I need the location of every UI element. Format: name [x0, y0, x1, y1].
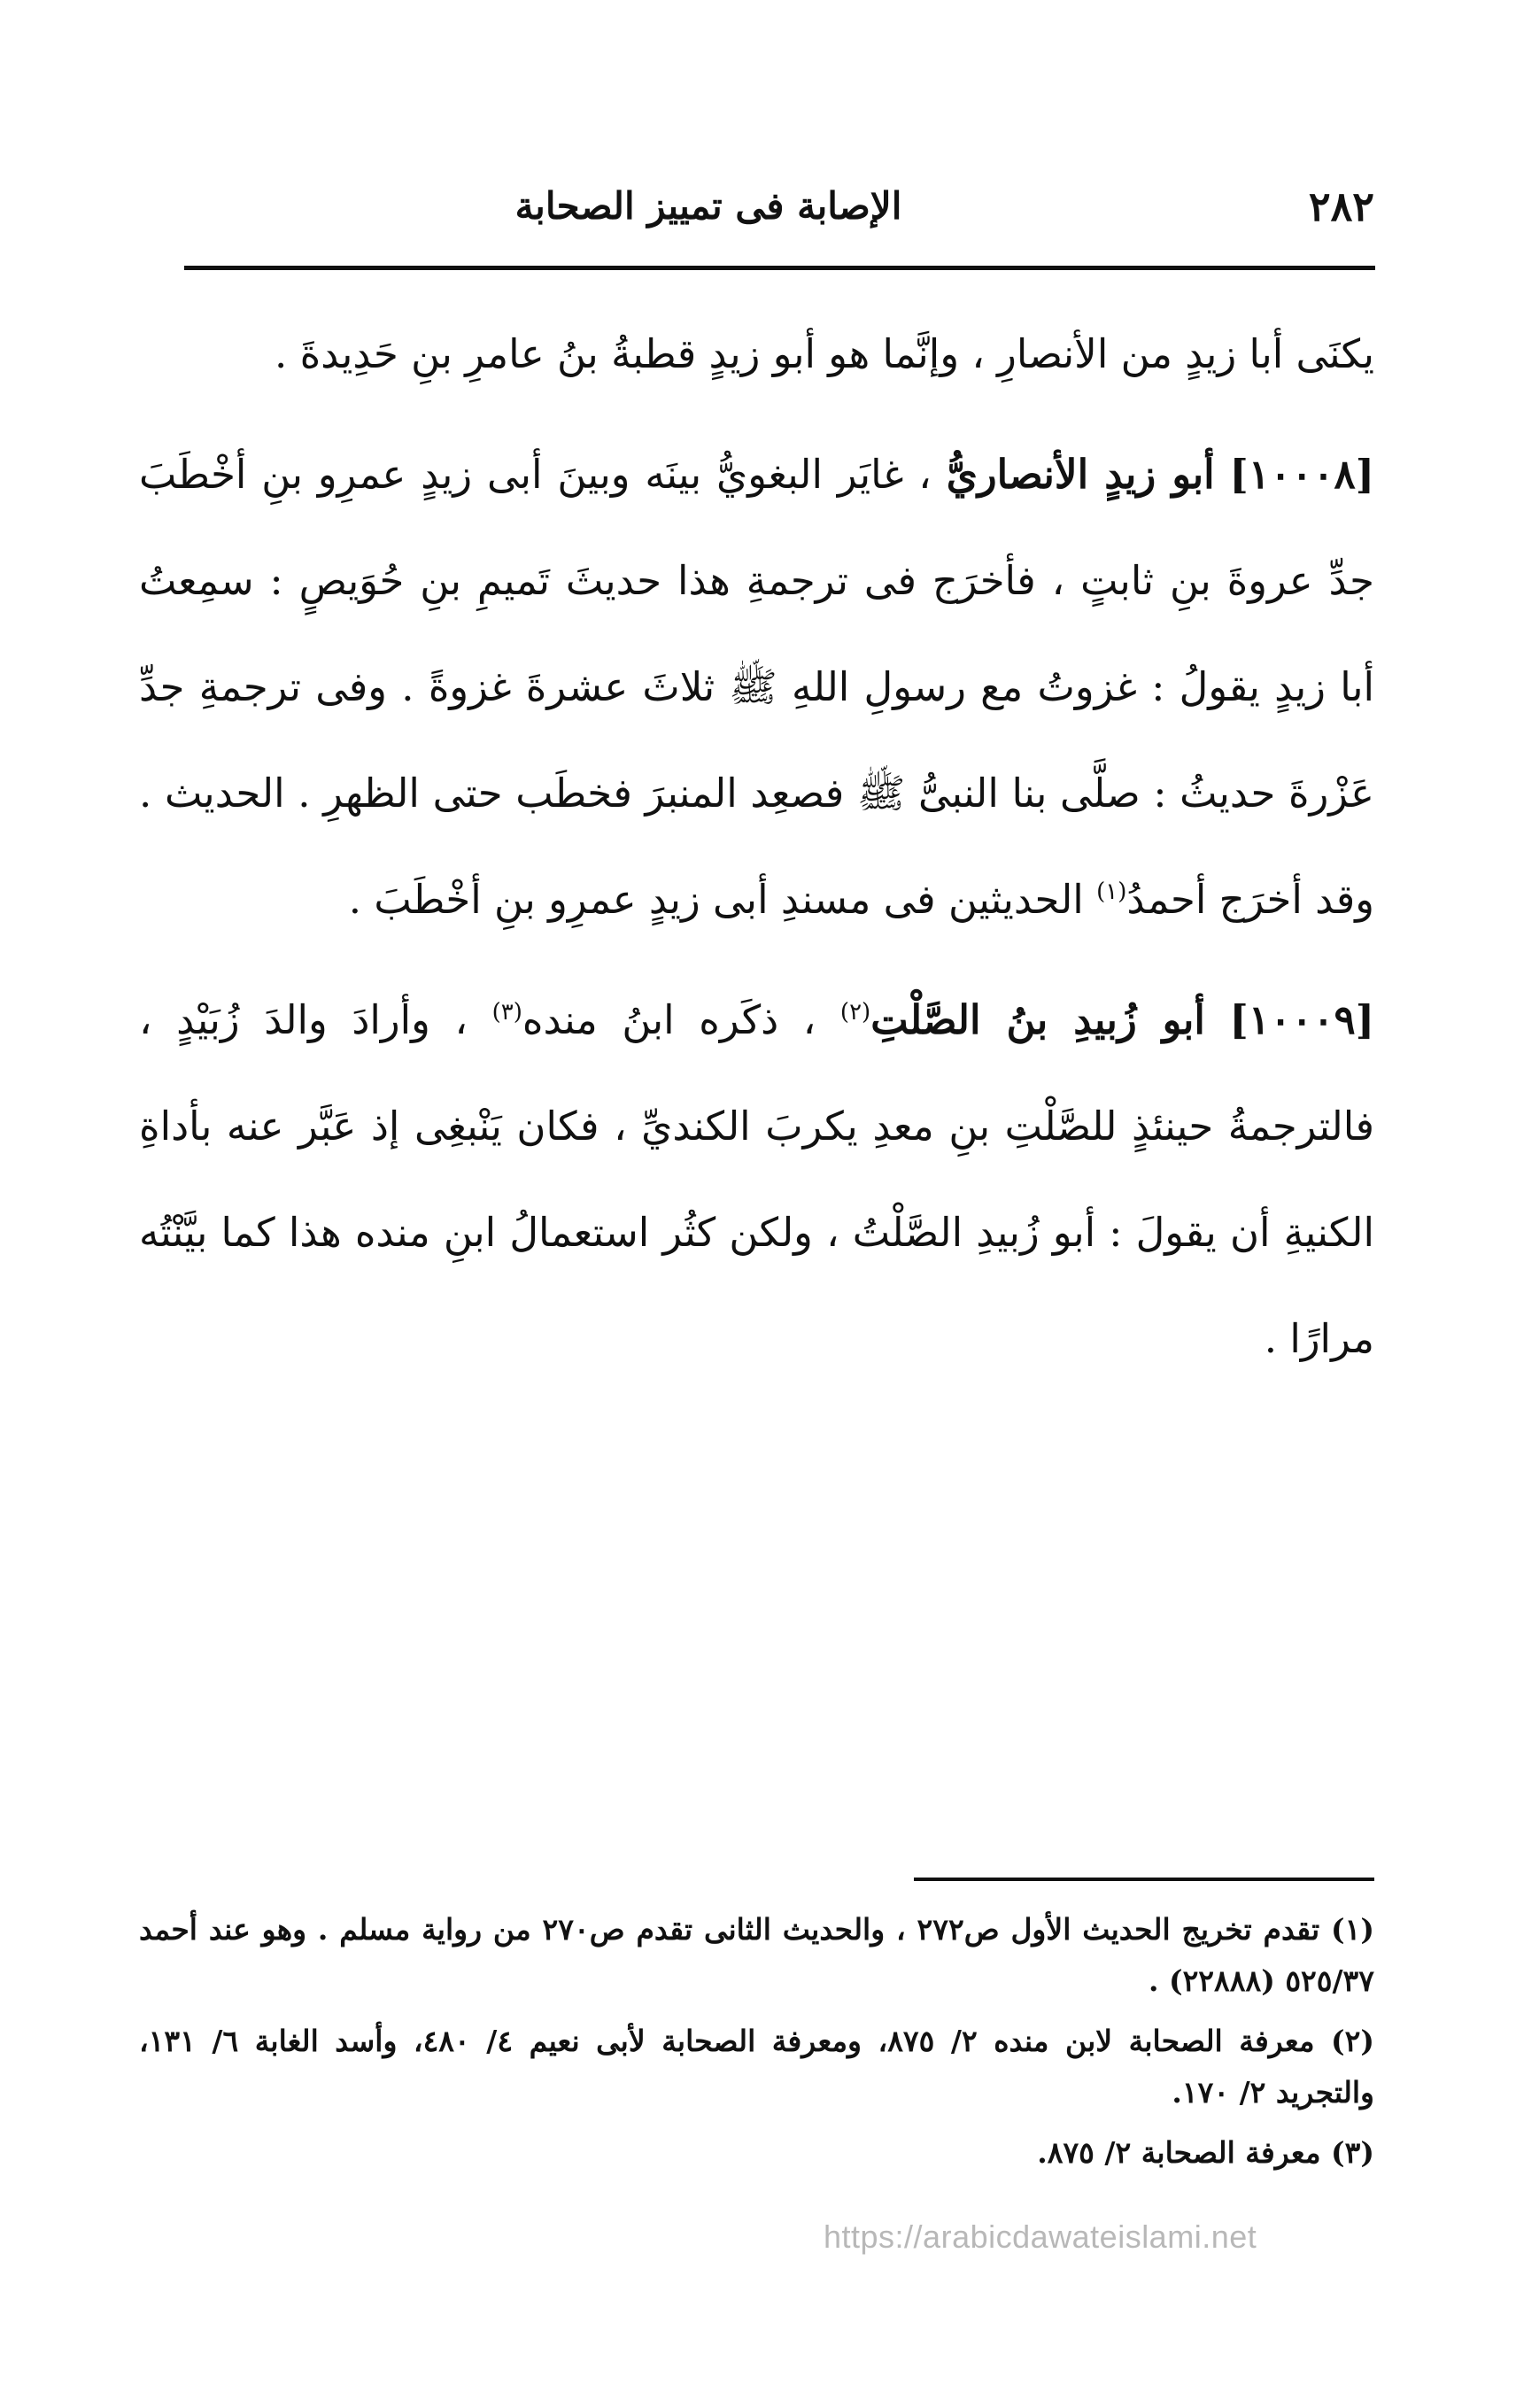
footnote-ref-1: (١)	[1096, 879, 1127, 905]
footnotes	[139, 1904, 1374, 2187]
entry-text: ، ذكَره ابنُ منده	[522, 996, 816, 1043]
entry-name: أبو زُبيدِ بنُ الصَّلْتِ	[870, 996, 1205, 1043]
footnote-3: (٣) معرفة الصحابة ٢/ ٨٧٥.	[1037, 2135, 1374, 2170]
entry-number: [١٠٠٠٨]	[1229, 451, 1374, 498]
entry-name: أبو زيدٍ الأنصاريُّ	[946, 451, 1215, 498]
watermark-url: https://arabicdawateislami.net	[824, 2218, 1257, 2255]
footnote-2: (٢) معرفة الصحابة لابن منده ٢/ ٨٧٥، ومعرفة الصحابة لأبى نعيم ٤/ ٤٨٠، وأسد الغابة ٦/ ١٣١، والتجريد ٢/ ١٧٠.	[139, 2024, 1375, 2110]
page-number: ٢٨٢	[1308, 182, 1374, 230]
running-head: الإصابة فى تمييز الصحابة	[514, 184, 902, 228]
entry-text-continued: الحديثين فى مسندِ أبى زيدٍ عمرِو بنِ أخْطَبَ .	[348, 876, 1084, 923]
header-rule	[184, 266, 1375, 270]
footnote-ref-2: (٢)	[839, 999, 871, 1026]
entry-number: [١٠٠٠٩]	[1229, 996, 1374, 1043]
body-text	[139, 301, 1374, 1406]
footnote-1: (١) تقدم تخريج الحديث الأول ص٢٧٢ ، والحديث الثانى تقدم ص٢٧٠ من رواية مسلم . وهو عند أحمد ٥٢٥/٣٧ (٢٢٨٨٨) .	[139, 1912, 1375, 1998]
footnote-rule	[914, 1878, 1374, 1881]
entry-10009	[139, 967, 1374, 1392]
entry-text-continued: ، وأرادَ والدَ زُبَيْدٍ ، فالترجمةُ حينئذٍ للصَّلْتِ بنِ معدِ يكربَ الكنديِّ ، فكان يَنْبغِى إذ عَبَّر عنه بأداةِ الكنيةِ أن يقولَ : أبو زُبيدِ الصَّلْتُ ، ولكن كثُر استعمالُ ابنِ منده هذا كما بيَّنْتُه مرارًا .	[139, 996, 1374, 1362]
paragraph-continuation: يكنَى أبا زيدٍ من الأنصارِ ، وإنَّما هو أبو زيدٍ قطبةُ بنُ عامرِ بنِ حَدِيدةَ .	[275, 330, 1374, 377]
footnote-ref-3: (٣)	[491, 999, 522, 1026]
entry-text: ، غايَر البغويُّ بينَه وبينَ أبى زيدٍ عمرِو بنِ أخْطَبَ جدِّ عروةَ بنِ ثابتٍ ، فأخرَج فى ترجمةِ هذا حديثَ تَميمِ بنِ حُوَيصٍ : سمِعتُ أبا زيدٍ يقولُ : غزوتُ مع رسولِ اللهِ ﷺ ثلاثَ عشرةَ غزوةً . وفى ترجمةِ جدِّ عَزْرةَ حديثُ : صلَّى بنا النبىُّ ﷺ فصعِد المنبرَ فخطَب حتى الظهرِ . الحديث . وقد أخرَج أحمدُ	[139, 451, 1374, 923]
entry-10008	[139, 422, 1374, 953]
